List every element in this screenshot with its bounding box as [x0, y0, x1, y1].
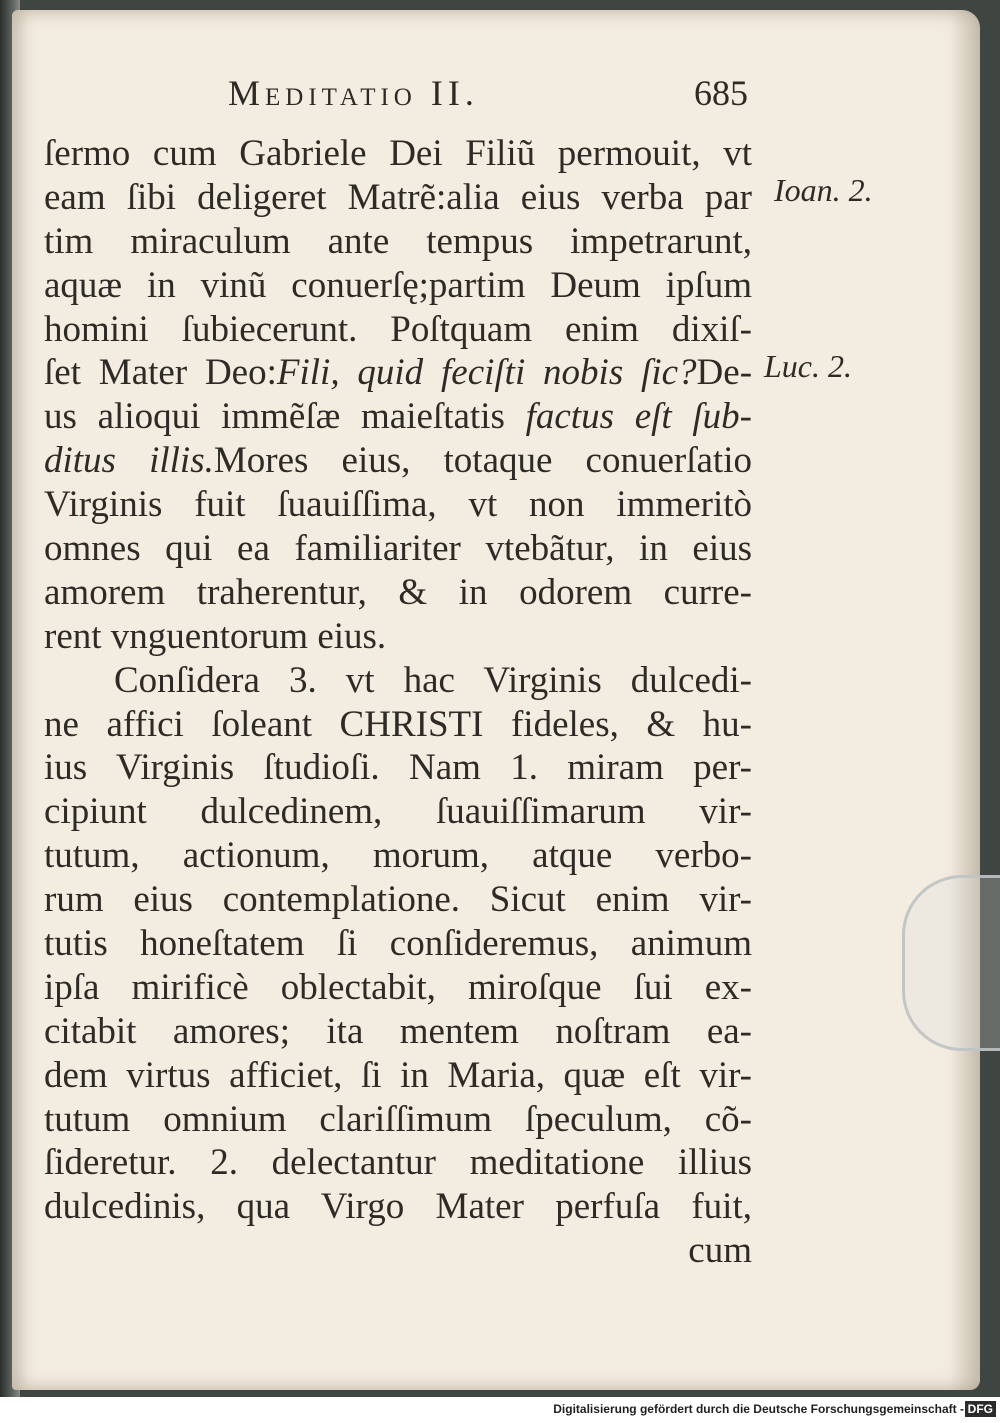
italic-quote: factus eſt ſub- — [525, 396, 752, 438]
text-line: dem virtus afficiet, ſi in Maria, quæ eſt vir- — [44, 1054, 752, 1096]
text-segment: De- — [696, 352, 753, 394]
marginal-reference: Luc. 2. — [764, 348, 852, 384]
text-line: cipiunt dulcedinem, ſuauiſſimarum vir- — [44, 791, 752, 833]
text-segment: Mores eius, totaque conuerſatio — [213, 440, 752, 482]
text-line: ſideretur. 2. delectantur meditatione illius — [44, 1142, 752, 1184]
marginal-reference: Ioan. 2. — [774, 172, 873, 208]
text-line: aquæ in vinũ conuerſę;partim Deum ipſum — [44, 264, 752, 306]
text-line-mixed — [44, 395, 752, 439]
text-line: tutis honeſtatem ſi conſideremus, animum — [44, 923, 752, 965]
page-number: 685 — [694, 73, 748, 113]
text-line: dulcedinis, qua Virgo Mater perfuſa fuit, — [44, 1186, 752, 1228]
text-line: tim miraculum ante tempus impetrarunt, — [44, 220, 752, 262]
footer-bar — [0, 1397, 1000, 1423]
text-line: tutum omnium clariſſimum ſpeculum, cõ- — [44, 1098, 752, 1140]
text-line: rum eius contemplatione. Sicut enim vir- — [44, 879, 752, 921]
text-line: homini ſubiecerunt. Poſtquam enim dixiſ- — [44, 308, 752, 350]
text-segment: us alioqui immẽſæ maieſtatis — [44, 396, 526, 438]
italic-quote: Fili, quid feciſti nobis ſic? — [276, 352, 697, 394]
text-line: amorem traherentur, & in odorem curre- — [44, 571, 752, 613]
catchword: cum — [688, 1230, 752, 1272]
funding-notice: Digitalisierung gefördert durch die Deutsche Forschungsgemeinschaft - — [553, 1402, 964, 1416]
text-line: ſermo cum Gabriele Dei Filiũ permouit, vt — [44, 133, 752, 174]
text-line-mixed — [44, 439, 752, 483]
text-line: ius Virginis ſtudioſi. Nam 1. miram per- — [44, 747, 752, 789]
text-segment: ſet Mater Deo: — [44, 352, 277, 394]
text-line: tutum, actionum, morum, atque verbo- — [44, 835, 752, 877]
book-clasp — [902, 875, 1000, 1051]
running-title: Meditatio II. — [228, 73, 479, 113]
dfg-logo: DFG — [965, 1401, 996, 1417]
text-line: ipſa mirificè oblectabit, miroſque ſui ex- — [44, 966, 752, 1008]
text-line: rent vnguentorum eius. — [44, 615, 387, 657]
text-line: Conſidera 3. vt hac Virginis dulcedi- — [114, 659, 752, 701]
page-header — [228, 72, 748, 122]
body-text — [44, 132, 752, 1273]
text-line-mixed — [44, 351, 752, 395]
text-line: citabit amores; ita mentem noſtram ea- — [44, 1010, 752, 1052]
text-line: eam ſibi deligeret Matrẽ:alia eius verba par — [44, 176, 752, 218]
text-line: omnes qui ea familiariter vtebãtur, in eius — [44, 528, 752, 570]
page-edge-shadow — [950, 10, 980, 1390]
italic-quote: ditus illis. — [44, 440, 214, 482]
text-line: ne affici ſoleant CHRISTI fideles, & hu- — [44, 703, 752, 745]
text-line: Virginis fuit ſuauiſſima, vt non immeritò — [44, 484, 752, 526]
